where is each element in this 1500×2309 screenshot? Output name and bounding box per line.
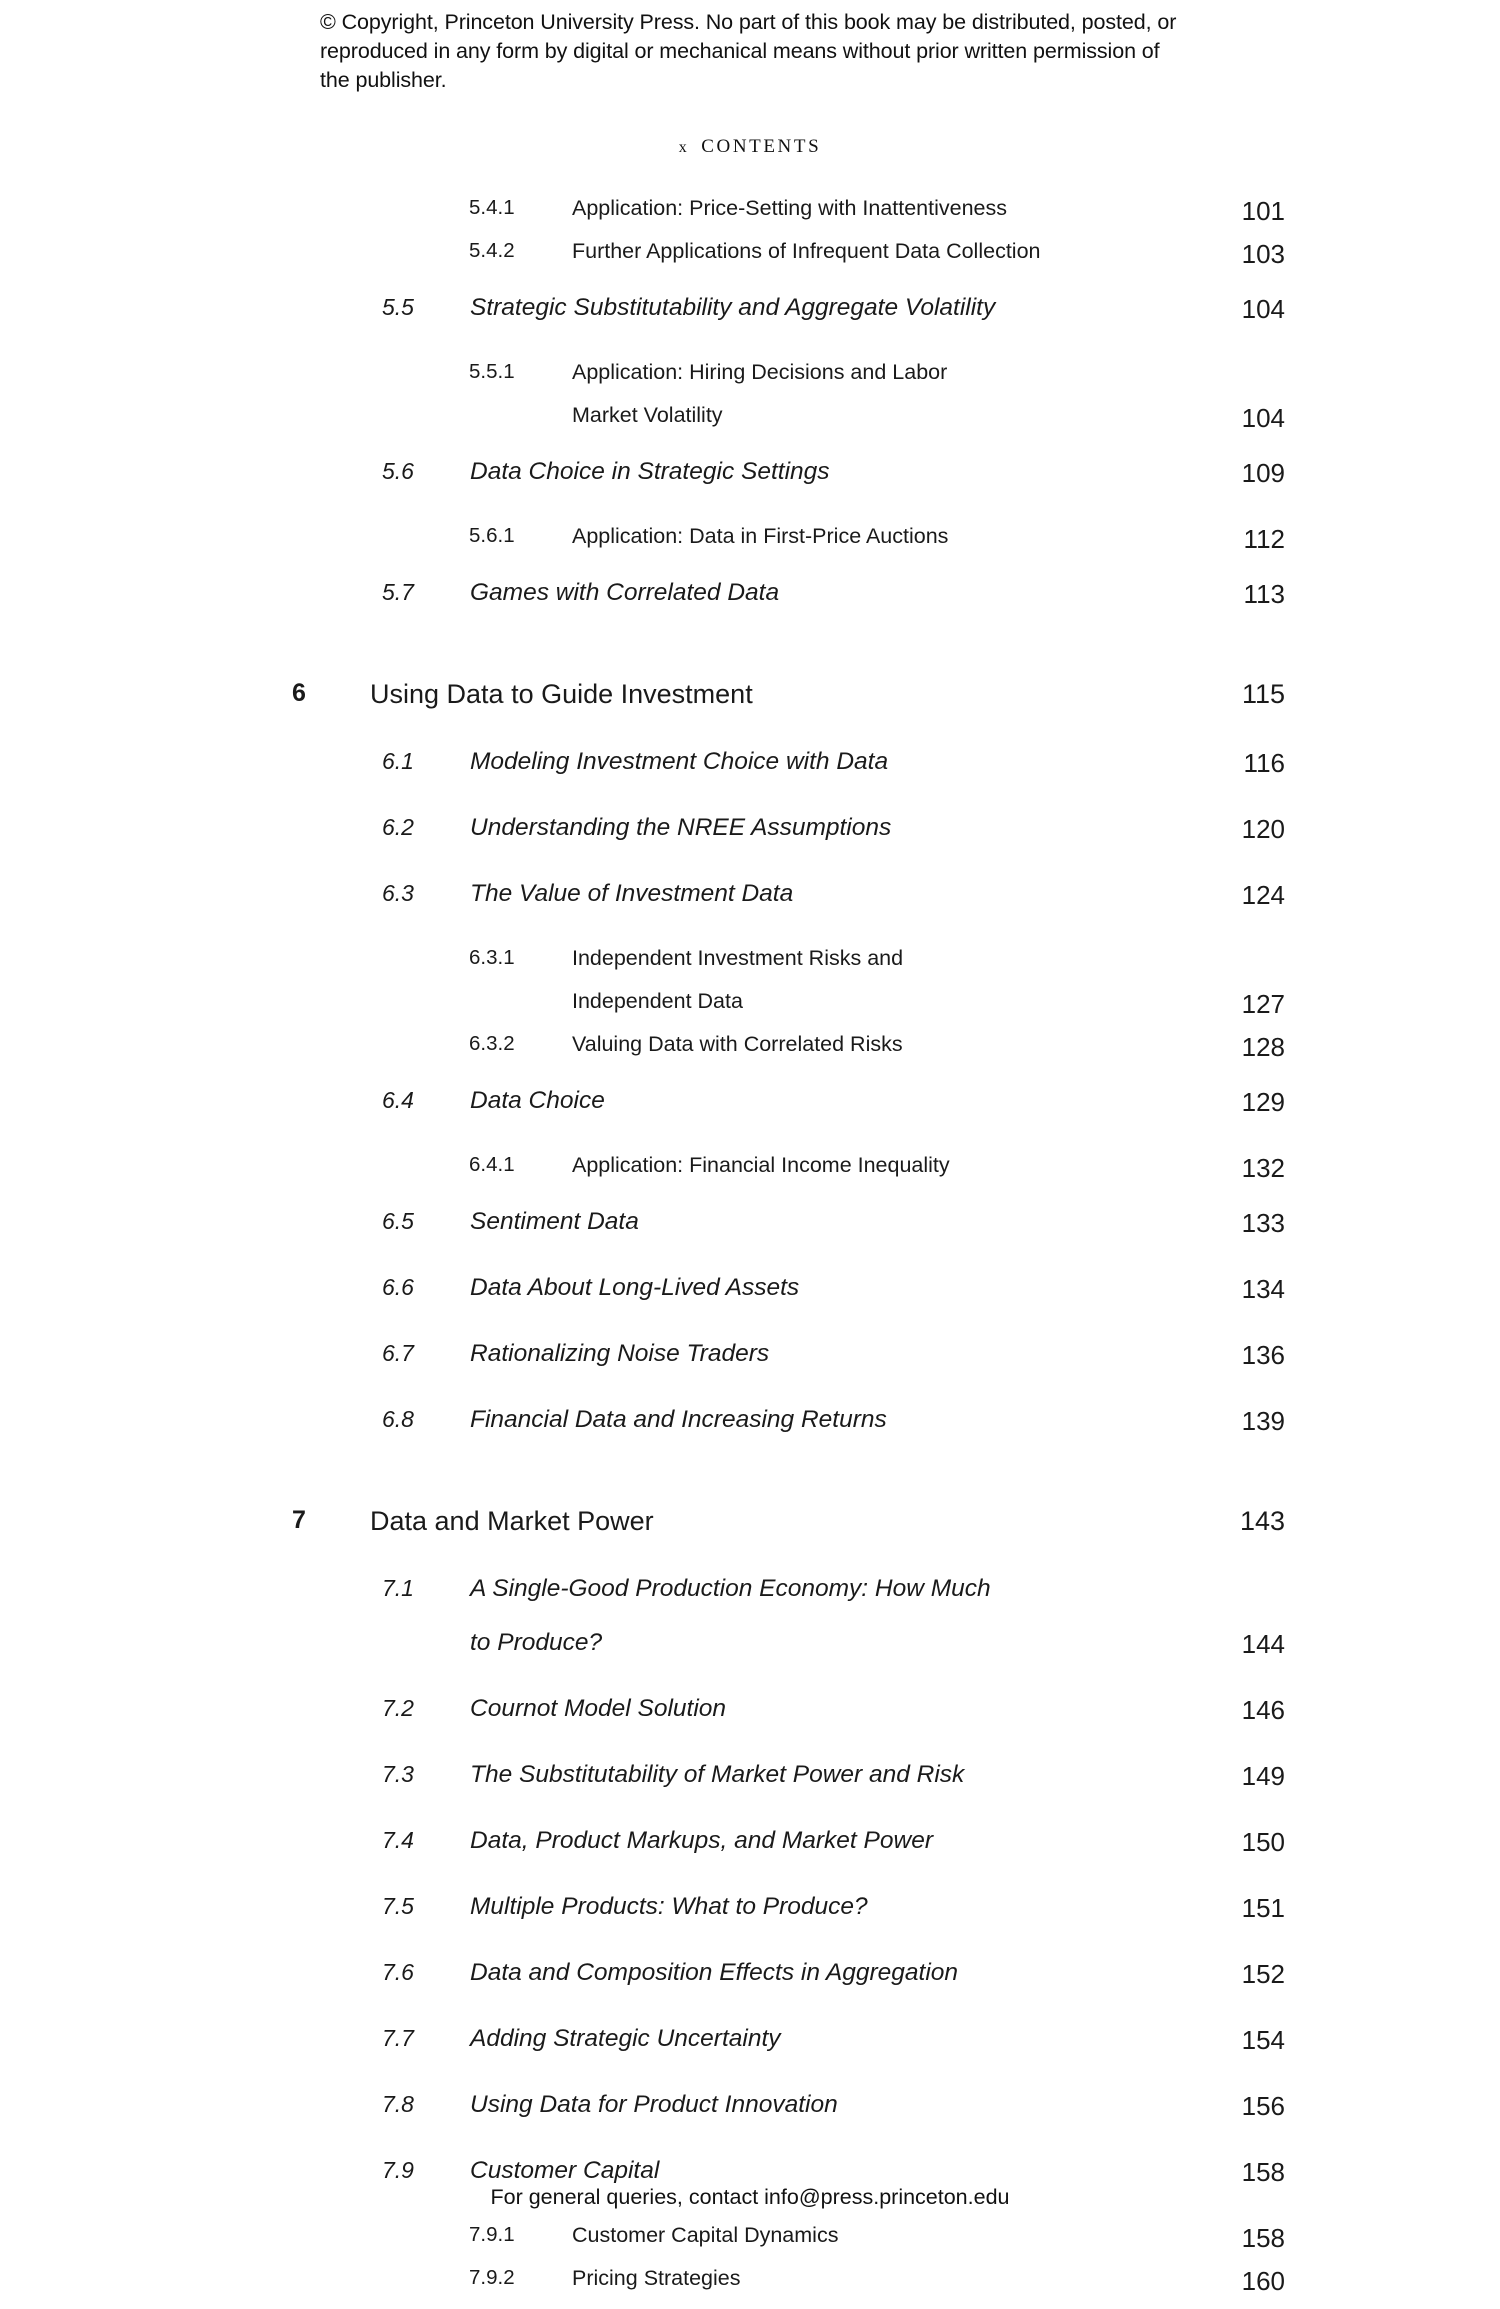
toc-entry-number: 6.3.2 bbox=[469, 1032, 515, 1055]
toc-spacer bbox=[0, 1196, 1500, 1208]
toc-entry-page-number: 150 bbox=[1241, 1827, 1285, 1857]
toc-entry-title: Financial Data and Increasing Returns bbox=[470, 1406, 887, 1433]
toc-entry-title: Data Choice in Strategic Settings bbox=[470, 458, 830, 485]
toc-entry-number: 6.7 bbox=[382, 1340, 414, 1366]
toc-entry-section[interactable] bbox=[0, 1575, 1500, 1629]
toc-entry-section[interactable] bbox=[0, 294, 1500, 348]
toc-spacer bbox=[0, 348, 1500, 360]
toc-entry-title: The Value of Investment Data bbox=[470, 880, 794, 907]
toc-entry-page-number: 113 bbox=[1243, 579, 1285, 609]
running-head-title: CONTENTS bbox=[701, 136, 822, 157]
toc-entry-subsection[interactable] bbox=[0, 360, 1500, 403]
toc-entry-page-number: 127 bbox=[1241, 989, 1285, 1019]
toc-spacer bbox=[0, 567, 1500, 579]
toc-entry-title: Adding Strategic Uncertainty bbox=[470, 2025, 781, 2052]
toc-entry-title: to Produce? bbox=[470, 1629, 603, 1656]
toc-entry-number: 7.3 bbox=[382, 1761, 414, 1787]
toc-entry-title: Data About Long-Lived Assets bbox=[470, 1274, 800, 1301]
toc-entry-page-number: 132 bbox=[1241, 1153, 1285, 1183]
toc-entry-page-number: 120 bbox=[1241, 814, 1285, 844]
copyright-notice: © Copyright, Princeton University Press. No part of this book may be distributed, posted, or reproduced in any form by digital or mechanical means without prior written permission of the publisher. bbox=[320, 10, 1177, 92]
toc-entry-page-number: 149 bbox=[1241, 1761, 1285, 1791]
toc-entry-cont-subsection[interactable] bbox=[0, 989, 1500, 1032]
toc-entry-page-number: 156 bbox=[1241, 2091, 1285, 2121]
toc-entry-title: Data and Market Power bbox=[370, 1506, 654, 1536]
toc-entry-number: 5.6.1 bbox=[469, 524, 515, 547]
toc-entry-page-number: 152 bbox=[1241, 1959, 1285, 1989]
toc-entry-number: 7.5 bbox=[382, 1893, 414, 1919]
toc-entry-title: Customer Capital Dynamics bbox=[572, 2223, 839, 2247]
toc-spacer bbox=[0, 2145, 1500, 2157]
toc-entry-number: 6.3 bbox=[382, 880, 414, 906]
toc-spacer bbox=[0, 2013, 1500, 2025]
toc-entry-subsection[interactable] bbox=[0, 196, 1500, 239]
toc-entry-page-number: 151 bbox=[1241, 1893, 1285, 1923]
toc-spacer bbox=[0, 633, 1500, 679]
toc-entry-title: Independent Investment Risks and bbox=[572, 946, 904, 970]
toc-entry-section[interactable] bbox=[0, 1893, 1500, 1947]
toc-entry-title: Further Applications of Infrequent Data Collection bbox=[572, 239, 1041, 263]
toc-entry-page-number: 154 bbox=[1241, 2025, 1285, 2055]
toc-entry-number: 6.8 bbox=[382, 1406, 414, 1432]
toc-entry-page-number: 129 bbox=[1241, 1087, 1285, 1117]
toc-entry-number: 6.3.1 bbox=[469, 946, 515, 969]
toc-spacer bbox=[0, 1749, 1500, 1761]
toc-entry-number: 7.1 bbox=[382, 1575, 414, 1601]
toc-entry-title: Valuing Data with Correlated Risks bbox=[572, 1032, 903, 1056]
toc-entry-number: 6.2 bbox=[382, 814, 414, 840]
toc-entry-chapter[interactable] bbox=[0, 1506, 1500, 1563]
toc-entry-page-number: 136 bbox=[1241, 1340, 1285, 1370]
toc-entry-title: Using Data for Product Innovation bbox=[470, 2091, 838, 2118]
toc-entry-number: 7.2 bbox=[382, 1695, 414, 1721]
toc-entry-section[interactable] bbox=[0, 1959, 1500, 2013]
toc-spacer bbox=[0, 1075, 1500, 1087]
toc-spacer bbox=[0, 1815, 1500, 1827]
toc-entry-page-number: 112 bbox=[1243, 524, 1285, 554]
toc-entry-number: 5.7 bbox=[382, 579, 414, 605]
toc-entry-title: Data and Composition Effects in Aggregation bbox=[470, 1959, 959, 1986]
toc-spacer bbox=[0, 736, 1500, 748]
toc-entry-page-number: 158 bbox=[1241, 2157, 1285, 2187]
toc-entry-subsection[interactable] bbox=[0, 2266, 1500, 2309]
toc-entry-page-number: 124 bbox=[1241, 880, 1285, 910]
toc-entry-page-number: 109 bbox=[1241, 458, 1285, 488]
toc-entry-number: 7.7 bbox=[382, 2025, 414, 2051]
toc-entry-section[interactable] bbox=[0, 2091, 1500, 2145]
toc-spacer bbox=[0, 1683, 1500, 1695]
toc-entry-section[interactable] bbox=[0, 458, 1500, 512]
toc-spacer bbox=[0, 2211, 1500, 2223]
toc-entry-page-number: 116 bbox=[1243, 748, 1285, 778]
toc-entry-page-number: 144 bbox=[1241, 1629, 1285, 1659]
toc-entry-number: 6.4.1 bbox=[469, 1153, 515, 1176]
toc-entry-title: Sentiment Data bbox=[470, 1208, 639, 1235]
toc-entry-page-number: 104 bbox=[1241, 294, 1285, 324]
toc-spacer bbox=[0, 2079, 1500, 2091]
toc-entry-subsection[interactable] bbox=[0, 524, 1500, 567]
toc-entry-subsection[interactable] bbox=[0, 946, 1500, 989]
toc-entry-title: Cournot Model Solution bbox=[470, 1695, 727, 1722]
toc-entry-page-number: 143 bbox=[1239, 1506, 1285, 1536]
toc-entry-number: 5.5 bbox=[382, 294, 414, 320]
toc-entry-chapter[interactable] bbox=[0, 679, 1500, 736]
toc-entry-page-number: 103 bbox=[1241, 239, 1285, 269]
toc-entry-title: Application: Hiring Decisions and Labor bbox=[572, 360, 948, 384]
toc-entry-title: Customer Capital bbox=[470, 2157, 660, 2184]
toc-entry-page-number: 115 bbox=[1241, 679, 1285, 709]
toc-entry-title: Using Data to Guide Investment bbox=[370, 679, 753, 709]
toc-entry-section[interactable] bbox=[0, 1827, 1500, 1881]
toc-entry-subsection[interactable] bbox=[0, 1153, 1500, 1196]
page-folio: x bbox=[678, 139, 689, 156]
toc-entry-section[interactable] bbox=[0, 579, 1500, 633]
toc-entry-section[interactable] bbox=[0, 814, 1500, 868]
toc-spacer bbox=[0, 512, 1500, 524]
toc-entry-page-number: 104 bbox=[1241, 403, 1285, 433]
toc-entry-number: 7.9.2 bbox=[469, 2266, 515, 2289]
footer-text: For general queries, contact info@press.princeton.edu bbox=[490, 2185, 1010, 2209]
toc-entry-title: Data Choice bbox=[470, 1087, 605, 1114]
toc-entry-page-number: 128 bbox=[1241, 1032, 1285, 1062]
toc-entry-page-number: 101 bbox=[1241, 196, 1285, 226]
toc-entry-section[interactable] bbox=[0, 1340, 1500, 1394]
toc-entry-title: Application: Price-Setting with Inattentiveness bbox=[572, 196, 1008, 220]
toc-spacer bbox=[0, 934, 1500, 946]
toc-entry-number: 5.5.1 bbox=[469, 360, 515, 383]
toc-entry-title: Application: Financial Income Inequality bbox=[572, 1153, 950, 1177]
toc-entry-number: 7.9.1 bbox=[469, 2223, 515, 2246]
toc-entry-page-number: 139 bbox=[1241, 1406, 1285, 1436]
toc-spacer bbox=[0, 1141, 1500, 1153]
toc-entry-page-number: 134 bbox=[1241, 1274, 1285, 1304]
toc-entry-cont-section[interactable] bbox=[0, 1629, 1500, 1683]
toc-entry-section[interactable] bbox=[0, 1208, 1500, 1262]
toc-spacer bbox=[0, 446, 1500, 458]
toc-entry-number: 7.9 bbox=[382, 2157, 414, 2183]
toc-entry-title: Rationalizing Noise Traders bbox=[470, 1340, 770, 1367]
toc-entry-subsection[interactable] bbox=[0, 1032, 1500, 1075]
toc-entry-section[interactable] bbox=[0, 748, 1500, 802]
toc-spacer bbox=[0, 1328, 1500, 1340]
toc-entry-section[interactable] bbox=[0, 2025, 1500, 2079]
toc-entry-subsection[interactable] bbox=[0, 239, 1500, 282]
toc-entry-page-number: 133 bbox=[1241, 1208, 1285, 1238]
toc-entry-subsection[interactable] bbox=[0, 2223, 1500, 2266]
toc-entry-number: 7 bbox=[292, 1506, 306, 1534]
toc-spacer bbox=[0, 1881, 1500, 1893]
toc-entry-section[interactable] bbox=[0, 880, 1500, 934]
toc-spacer bbox=[0, 868, 1500, 880]
toc-entry-section[interactable] bbox=[0, 1406, 1500, 1460]
toc-entry-section[interactable] bbox=[0, 1695, 1500, 1749]
toc-entry-number: 7.4 bbox=[382, 1827, 414, 1853]
toc-spacer bbox=[0, 1262, 1500, 1274]
toc-entry-number: 5.6 bbox=[382, 458, 414, 484]
toc-spacer bbox=[0, 1947, 1500, 1959]
toc-entry-title: Application: Data in First-Price Auctions bbox=[572, 524, 949, 548]
toc-entry-title: Strategic Substitutability and Aggregate Volatility bbox=[470, 294, 996, 321]
toc-entry-number: 7.6 bbox=[382, 1959, 414, 1985]
toc-entry-title: Independent Data bbox=[572, 989, 743, 1013]
toc-entry-page-number: 158 bbox=[1241, 2223, 1285, 2253]
toc-entry-title: Data, Product Markups, and Market Power bbox=[470, 1827, 933, 1854]
toc-entry-title: Understanding the NREE Assumptions bbox=[470, 814, 892, 841]
toc-entry-section[interactable] bbox=[0, 1761, 1500, 1815]
toc-entry-section[interactable] bbox=[0, 1274, 1500, 1328]
toc-entry-title: Games with Correlated Data bbox=[470, 579, 780, 606]
toc-entry-number: 5.4.2 bbox=[469, 239, 515, 262]
toc-spacer bbox=[0, 282, 1500, 294]
toc-entry-number: 6.5 bbox=[382, 1208, 414, 1234]
running-head bbox=[0, 135, 1500, 158]
toc-entry-page-number: 160 bbox=[1241, 2266, 1285, 2296]
toc-entry-title: Market Volatility bbox=[572, 403, 723, 427]
toc-entry-title: Pricing Strategies bbox=[572, 2266, 741, 2290]
toc-entry-cont-subsection[interactable] bbox=[0, 403, 1500, 446]
toc-spacer bbox=[0, 1394, 1500, 1406]
toc-spacer bbox=[0, 1563, 1500, 1575]
table-of-contents bbox=[0, 196, 1500, 2309]
toc-entry-number: 6.6 bbox=[382, 1274, 414, 1300]
toc-entry-title: Modeling Investment Choice with Data bbox=[470, 748, 889, 775]
toc-spacer bbox=[0, 802, 1500, 814]
toc-spacer bbox=[0, 1460, 1500, 1506]
toc-entry-number: 6.1 bbox=[382, 748, 414, 774]
toc-entry-number: 7.8 bbox=[382, 2091, 414, 2117]
toc-entry-page-number: 146 bbox=[1241, 1695, 1285, 1725]
toc-entry-number: 5.4.1 bbox=[469, 196, 515, 219]
footer bbox=[0, 2185, 1500, 2210]
toc-entry-number: 6.4 bbox=[382, 1087, 414, 1113]
toc-entry-number: 6 bbox=[292, 679, 306, 707]
toc-entry-title: Multiple Products: What to Produce? bbox=[470, 1893, 868, 1920]
toc-entry-title: A Single-Good Production Economy: How Much bbox=[470, 1575, 991, 1602]
toc-entry-section[interactable] bbox=[0, 1087, 1500, 1141]
toc-entry-title: The Substitutability of Market Power and Risk bbox=[470, 1761, 965, 1788]
